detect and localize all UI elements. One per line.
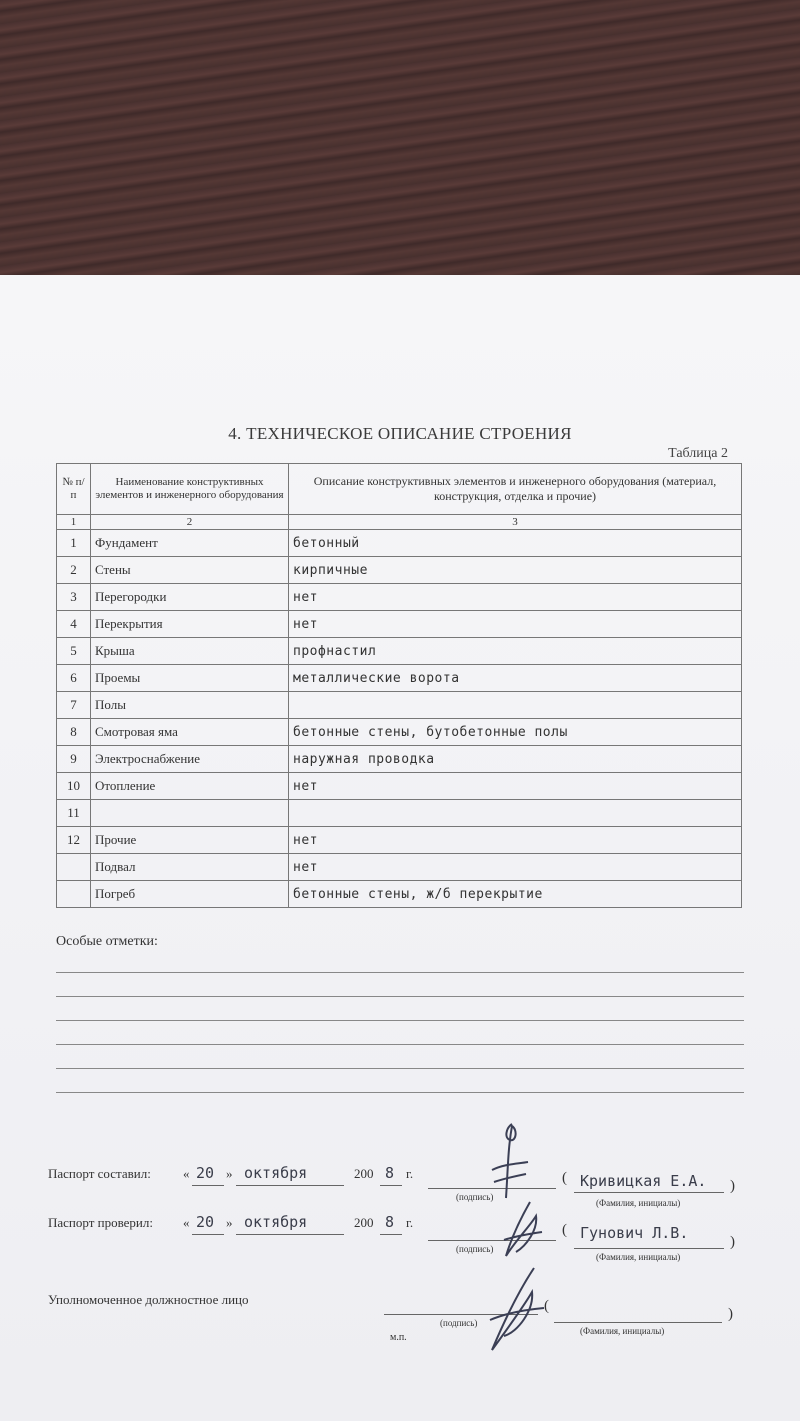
row-value: кирпичные [289, 557, 742, 584]
row-value: бетонные стены, ж/б перекрытие [289, 881, 742, 908]
signature-caption: (подпись) [440, 1318, 478, 1328]
row-num [57, 881, 91, 908]
row-num: 6 [57, 665, 91, 692]
open-paren: ( [544, 1298, 549, 1314]
checked-name: Гунович Л.В. [580, 1224, 689, 1242]
row-num [57, 854, 91, 881]
row-name: Прочие [91, 827, 289, 854]
row-name: Фундамент [91, 530, 289, 557]
notes-line [56, 996, 744, 997]
close-quote: » [226, 1166, 233, 1181]
row-value: наружная проводка [289, 746, 742, 773]
compiled-label: Паспорт составил: [48, 1166, 151, 1181]
row-name: Электроснабжение [91, 746, 289, 773]
column-index-row [57, 515, 742, 530]
open-paren: ( [562, 1170, 567, 1186]
row-num: 5 [57, 638, 91, 665]
year-prefix: 200 [354, 1215, 374, 1230]
notes-line [56, 1068, 744, 1069]
year-suffix: г. [406, 1166, 414, 1181]
row-num: 12 [57, 827, 91, 854]
close-paren: ) [728, 1306, 733, 1322]
table-row [57, 584, 742, 611]
notes-line [56, 1092, 744, 1093]
name-caption: (Фамилия, инициалы) [580, 1326, 665, 1336]
day-underline [192, 1185, 224, 1186]
header-num: № п/п [57, 464, 91, 515]
name-caption: (Фамилия, инициалы) [596, 1252, 681, 1262]
stamp-place: м.п. [390, 1332, 407, 1343]
table-row [57, 881, 742, 908]
row-value: бетонные стены, бутобетонные полы [289, 719, 742, 746]
row-value: нет [289, 773, 742, 800]
row-name: Смотровая яма [91, 719, 289, 746]
row-num: 4 [57, 611, 91, 638]
signature-mark [486, 1196, 556, 1266]
notes-line [56, 1020, 744, 1021]
compiled-day: 20 [196, 1164, 215, 1182]
row-value: нет [289, 854, 742, 881]
row-value: металлические ворота [289, 665, 742, 692]
day-underline [192, 1234, 224, 1235]
open-quote: « [183, 1215, 190, 1230]
technical-description-table [56, 463, 742, 908]
signature-caption: (подпись) [456, 1244, 494, 1254]
header-name: Наименование конструктивных элементов и инженерного оборудования [91, 464, 289, 515]
row-value: нет [289, 611, 742, 638]
row-num: 2 [57, 557, 91, 584]
table-row [57, 530, 742, 557]
row-value: бетонный [289, 530, 742, 557]
header-desc: Описание конструктивных элементов и инженерного оборудования (материал, конструкция, отделка и прочие) [289, 464, 742, 515]
row-value [289, 692, 742, 719]
close-paren: ) [730, 1178, 735, 1194]
table-row [57, 692, 742, 719]
row-value: нет [289, 584, 742, 611]
row-name: Подвал [91, 854, 289, 881]
row-name: Погреб [91, 881, 289, 908]
table-label: Таблица 2 [668, 446, 728, 461]
notes-line [56, 1044, 744, 1045]
table-row [57, 854, 742, 881]
open-paren: ( [562, 1222, 567, 1238]
compiled-month: октября [244, 1164, 308, 1182]
close-paren: ) [730, 1234, 735, 1250]
table-row [57, 773, 742, 800]
row-num: 3 [57, 584, 91, 611]
table-row [57, 719, 742, 746]
col-index-2: 2 [91, 515, 289, 530]
compiled-year-digit: 8 [385, 1164, 395, 1182]
row-name: Стены [91, 557, 289, 584]
table-row [57, 557, 742, 584]
table-row [57, 800, 742, 827]
desk-background [0, 0, 800, 278]
col-index-3: 3 [289, 515, 742, 530]
row-name [91, 800, 289, 827]
row-num: 7 [57, 692, 91, 719]
row-name: Перегородки [91, 584, 289, 611]
notes-line [56, 972, 744, 973]
name-line [574, 1192, 724, 1193]
row-num: 8 [57, 719, 91, 746]
checked-label: Паспорт проверил: [48, 1215, 153, 1230]
close-quote: » [226, 1215, 233, 1230]
month-underline [236, 1234, 344, 1235]
name-line [574, 1248, 724, 1249]
name-caption: (Фамилия, инициалы) [596, 1198, 681, 1208]
row-value: профнастил [289, 638, 742, 665]
row-num: 11 [57, 800, 91, 827]
month-underline [236, 1185, 344, 1186]
signature-caption: (подпись) [456, 1192, 494, 1202]
name-line [554, 1322, 722, 1323]
row-name: Полы [91, 692, 289, 719]
checked-year-digit: 8 [385, 1213, 395, 1231]
row-num: 9 [57, 746, 91, 773]
compiled-name: Кривицкая Е.А. [580, 1172, 707, 1190]
signature-mark [470, 1118, 550, 1208]
year-underline [380, 1234, 402, 1235]
row-name: Проемы [91, 665, 289, 692]
checked-day: 20 [196, 1213, 215, 1231]
row-name: Отопление [91, 773, 289, 800]
year-prefix: 200 [354, 1166, 374, 1181]
row-value: нет [289, 827, 742, 854]
authorized-label: Уполномоченное должностное лицо [48, 1292, 249, 1307]
col-index-1: 1 [57, 515, 91, 530]
section-title: 4. ТЕХНИЧЕСКОЕ ОПИСАНИЕ СТРОЕНИЯ [228, 424, 572, 443]
table-row [57, 746, 742, 773]
table-header-row [57, 464, 742, 515]
checked-month: октября [244, 1213, 308, 1231]
table-row [57, 611, 742, 638]
table-row [57, 665, 742, 692]
row-name: Крыша [91, 638, 289, 665]
notes-label: Особые отметки: [56, 934, 158, 949]
table-row [57, 638, 742, 665]
row-num: 1 [57, 530, 91, 557]
signature-mark [478, 1262, 558, 1358]
row-num: 10 [57, 773, 91, 800]
row-value [289, 800, 742, 827]
open-quote: « [183, 1166, 190, 1181]
year-suffix: г. [406, 1215, 414, 1230]
table-row [57, 827, 742, 854]
year-underline [380, 1185, 402, 1186]
row-name: Перекрытия [91, 611, 289, 638]
